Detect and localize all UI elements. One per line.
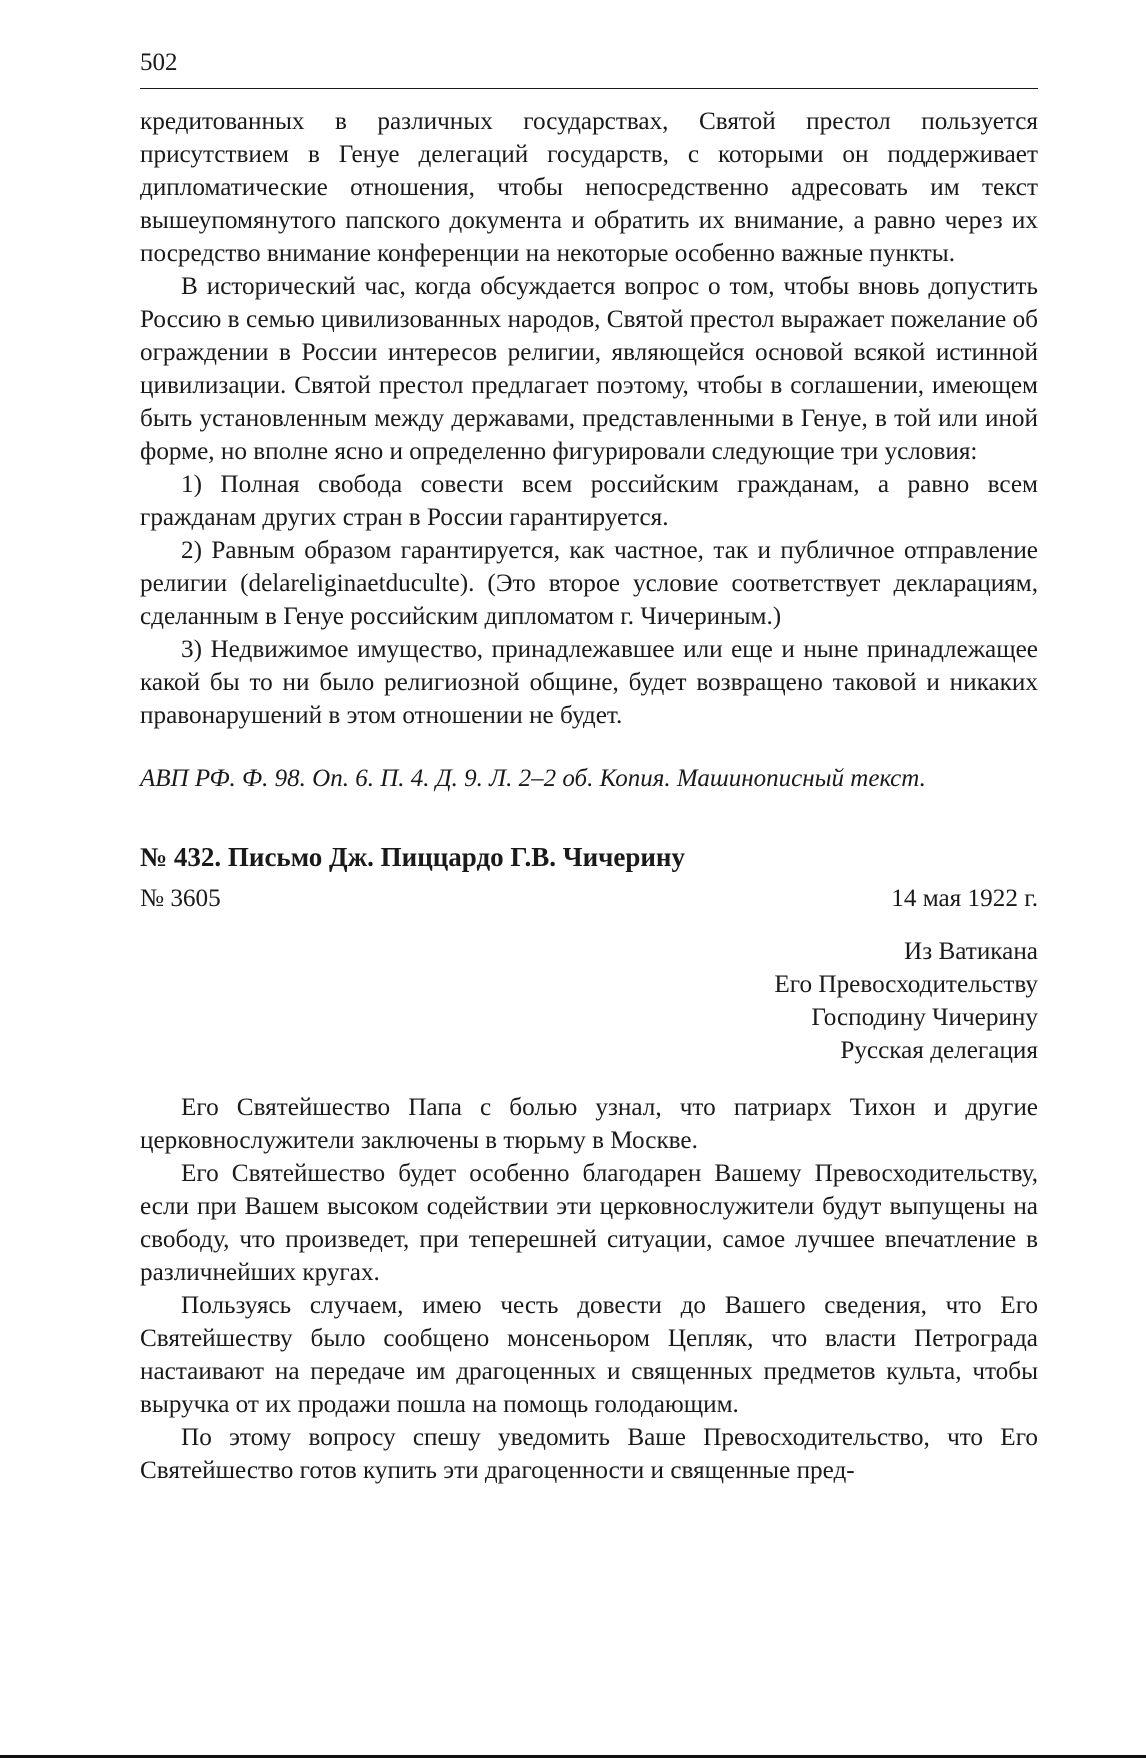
paragraph: Его Святейшество будет особенно благодарен Вашему Превосходительству, если при Вашем высоком содействии эти церковнослужители будут выпущены на свободу, что произведет, при теперешней ситуации, самое лучшее впечатление в различнейших кругах. — [140, 1160, 1038, 1286]
paragraph: кредитованных в различных государствах, Святой престол пользуется присутствием в Генуе делегаций государств, с которыми он поддерживает дипломатические отношения, чтобы непосредственно адресовать им текст вышеупомянутого папского документа и обратить их внимание, а равно через их посредство внимание конференции на некоторые особенно важные пункты. — [140, 108, 1038, 267]
letter-text — [140, 1091, 1038, 1487]
page — [140, 46, 1038, 1487]
document-date: 14 мая 1922 г. — [891, 885, 1038, 912]
archive-reference: АВП РФ. Ф. 98. Оп. 6. П. 4. Д. 9. Л. 2–2 об. Копия. Машинописный текст. — [140, 765, 926, 792]
paragraph: По этому вопросу спешу уведомить Ваше Превосходительство, что Его Святейшество готов купить эти драгоценности и священные пред- — [140, 1424, 1038, 1484]
list-item: 2) Равным образом гарантируется, как частное, так и публичное отправление религии (delareliginaetduculte). (Это второе условие соответствует декларациям, сделанным в Генуе российским дипломатом г. Чичериным.) — [140, 537, 1038, 630]
continuation-text — [140, 105, 1038, 732]
address-line: Его Превосходительству — [774, 971, 1038, 998]
paragraph: Пользуясь случаем, имею честь довести до Вашего сведения, что Его Святейшеству было сообщено монсеньором Цепляк, что власти Петрограда настаивают на передаче им драгоценных и священных предметов культа, чтобы выручка от их продажи пошла на помощь голодающим. — [140, 1292, 1038, 1418]
address-line: Господину Чичерину — [811, 1004, 1038, 1031]
address-line: Из Ватикана — [904, 938, 1038, 965]
paragraph: В исторический час, когда обсуждается вопрос о том, чтобы вновь допустить Россию в семью цивилизованных народов, Святой престол выражает пожелание об ограждении в России интересов религии, являющейся основой всякой истинной цивилизации. Святой престол предлагает поэтому, чтобы в соглашении, имеющем быть установленным между державами, представленными в Генуе, в той или иной форме, но вполне ясно и определенно фигурировали следующие три условия: — [140, 273, 1038, 465]
address-line: Русская делегация — [840, 1037, 1038, 1064]
document-meta — [140, 882, 1038, 915]
document-number: № 3605 — [140, 885, 221, 912]
paragraph: Его Святейшество Папа с болью узнал, что патриарх Тихон и другие церковнослужители заключены в тюрьму в Москве. — [140, 1094, 1038, 1154]
list-item: 1) Полная свобода совести всем российским гражданам, а равно всем гражданам других стран в России гарантируется. — [140, 471, 1038, 531]
list-item: 3) Недвижимое имущество, принадлежавшее или еще и ныне принадлежащее какой бы то ни было религиозной общине, будет возвращено таковой и никаких правонарушений в этом отношении не будет. — [140, 636, 1038, 729]
address-block — [140, 935, 1038, 1067]
page-number: 502 — [140, 49, 178, 76]
document-title: № 432. Письмо Дж. Пиццардо Г.В. Чичерину — [140, 842, 685, 872]
running-header — [140, 46, 1038, 89]
